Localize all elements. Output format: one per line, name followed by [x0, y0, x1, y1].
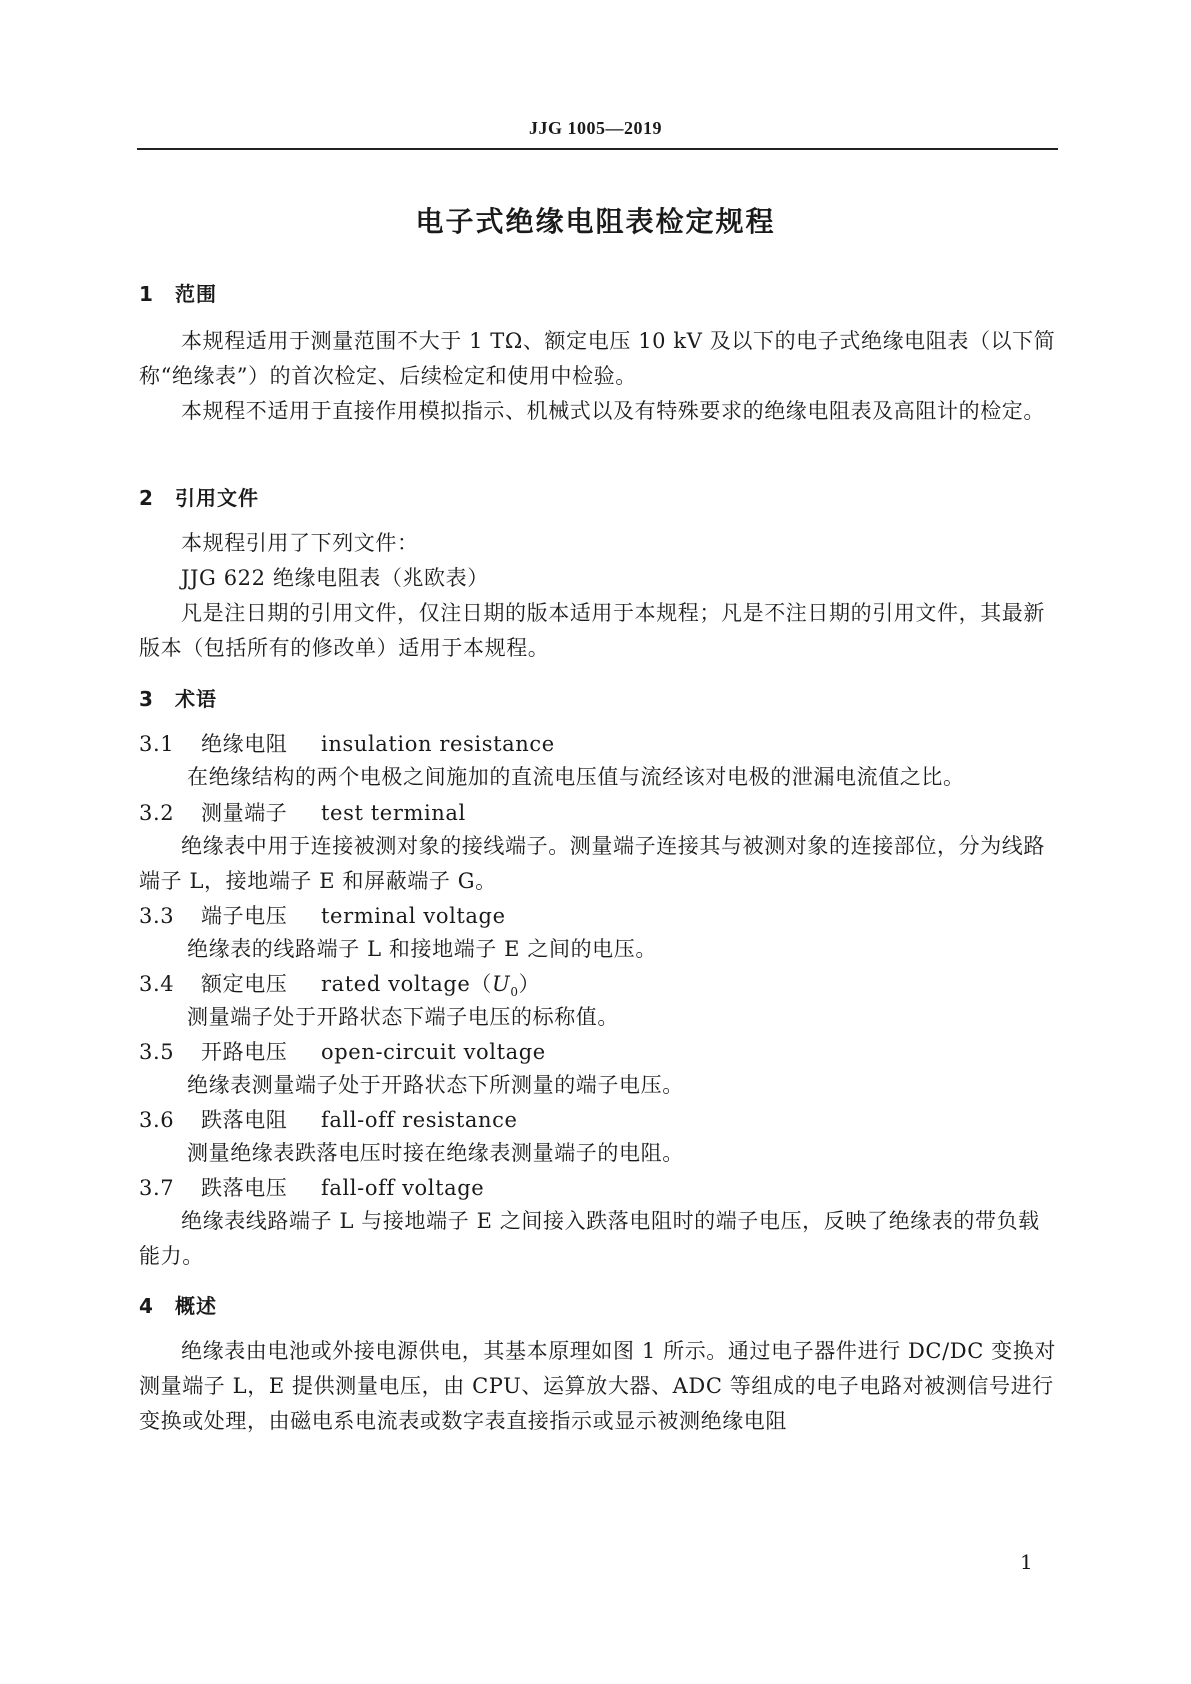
term-heading-3-6: 3.6 跌落电阻 fall-off resistance	[139, 1108, 518, 1132]
term-definition-3-1: 在绝缘结构的两个电极之间施加的直流电压值与流经该对电极的泄漏电流值之比。	[187, 765, 965, 789]
term-definition-3-6: 测量绝缘表跌落电压时接在绝缘表测量端子的电阻。	[187, 1141, 684, 1165]
header-rule	[137, 148, 1058, 150]
term-heading-3-5: 3.5 开路电压 open-circuit voltage	[139, 1040, 546, 1064]
term-definition-3-4: 测量端子处于开路状态下端子电压的标称值。	[187, 1005, 619, 1029]
term-definition-3-2: 绝缘表中用于连接被测对象的接线端子。测量端子连接其与被测对象的连接部位，分为线路端子 L，接地端子 E 和屏蔽端子 G。	[139, 834, 1045, 893]
term-definition-3-5: 绝缘表测量端子处于开路状态下所测量的端子电压。	[187, 1073, 684, 1097]
section-heading-1: 1 范围	[139, 282, 217, 306]
page-number: 1	[1020, 1550, 1033, 1574]
paragraph-refs-1: 本规程引用了下列文件：	[181, 531, 419, 555]
term-heading-3-7: 3.7 跌落电压 fall-off voltage	[139, 1176, 485, 1200]
paragraph-scope-2: 本规程不适用于直接作用模拟指示、机械式以及有特殊要求的绝缘电阻表及高阻计的检定。	[181, 399, 1045, 423]
document-title: 电子式绝缘电阻表检定规程	[415, 205, 776, 238]
term-heading-3-1: 3.1 绝缘电阻 insulation resistance	[139, 732, 555, 756]
term-definition-3-7: 绝缘表线路端子 L 与接地端子 E 之间接入跌落电阻时的端子电压，反映了绝缘表的带负载能力。	[139, 1209, 1040, 1268]
paragraph-scope-1: 本规程适用于测量范围不大于 1 TΩ、额定电压 10 kV 及以下的电子式绝缘电阻表（以下简称“绝缘表”）的首次检定、后续检定和使用中检验。	[139, 329, 1056, 388]
term-heading-3-3: 3.3 端子电压 terminal voltage	[139, 904, 506, 928]
section-heading-4: 4 概述	[139, 1294, 217, 1318]
section-heading-2: 2 引用文件	[139, 486, 259, 510]
term-heading-3-4: 3.4 额定电压 rated $voltage(U_0)$	[139, 972, 541, 1000]
section-heading-3: 3 术语	[139, 687, 217, 711]
paragraph-refs-2: JJG 622 绝缘电阻表（兆欧表）	[181, 566, 489, 590]
term-heading-3-2: 3.2 测量端子 test terminal	[139, 801, 466, 825]
term-definition-3-3: 绝缘表的线路端子 L 和接地端子 E 之间的电压。	[187, 937, 657, 961]
paragraph-refs-3: 凡是注日期的引用文件，仅注日期的版本适用于本规程；凡是不注日期的引用文件，其最新版本（包括所有的修改单）适用于本规程。	[139, 601, 1045, 660]
paragraph-overview-1: 绝缘表由电池或外接电源供电，其基本原理如图 1 所示。通过电子器件进行 DC/DC 变换对测量端子 L，E 提供测量电压，由 CPU、运算放大器、ADC 等组成的电子电路对被测信号进行变换或处理，由磁电系电流表或数字表直接指示或显示被测绝缘电阻	[139, 1339, 1056, 1433]
page-header-code: JJG 1005—2019	[528, 118, 662, 138]
